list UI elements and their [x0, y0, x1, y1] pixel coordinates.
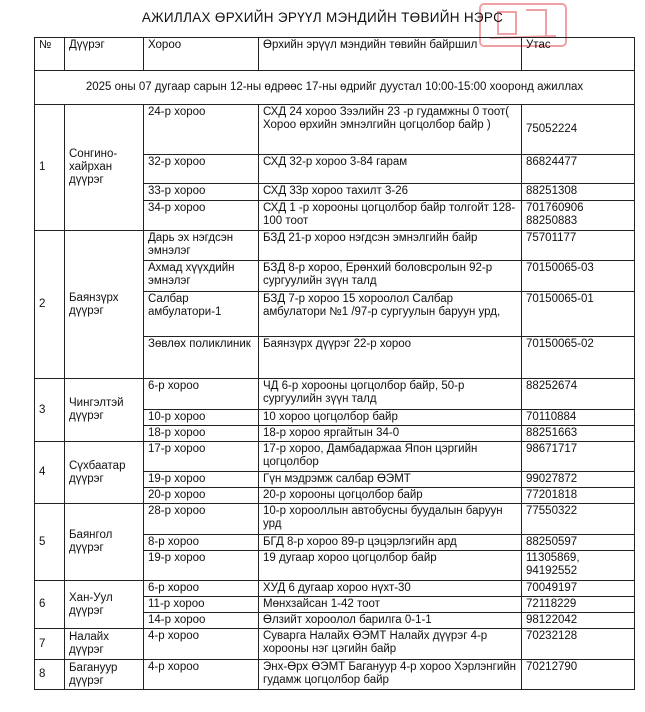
khoroo-cell: 34-р хороо	[144, 201, 259, 231]
khoroo-cell: 4-р хороо	[144, 629, 259, 660]
phone-cell: 11305869, 94192552	[522, 551, 635, 581]
district-name: Баянзүрх дүүрэг	[65, 231, 144, 379]
location-cell: 10-р хорооллын автобусны буудалын баруун урд	[259, 504, 522, 535]
phone-cell: 86824477	[522, 155, 635, 184]
location-cell: Гүн мэдрэмж салбар ӨЭМТ	[259, 472, 522, 488]
row-number: 4	[35, 442, 65, 504]
khoroo-cell: 18-р хороо	[144, 426, 259, 442]
khoroo-cell: Дарь эх нэгдсэн эмнэлэг	[144, 231, 259, 261]
khoroo-cell: 33-р хороо	[144, 184, 259, 201]
phone-cell: 98122042	[522, 613, 635, 629]
header-location: Өрхийн эрүүл мэндийн төвийн байршил	[259, 38, 522, 71]
row-number: 6	[35, 581, 65, 629]
district-name: Сүхбаатар дүүрэг	[65, 442, 144, 504]
header-row	[35, 38, 635, 71]
table-row	[35, 231, 635, 261]
phone-cell: 70212790	[522, 660, 635, 690]
district-name: Хан-Уул дүүрэг	[65, 581, 144, 629]
khoroo-cell: 17-р хороо	[144, 442, 259, 472]
khoroo-cell: 14-р хороо	[144, 613, 259, 629]
location-cell: 19 дугаар хороо цогцолбор байр	[259, 551, 522, 581]
district-name: Баянгол дүүрэг	[65, 504, 144, 581]
location-cell: БЗД 8-р хороо, Ерөнхий боловсролын 92-р сургуулийн зүүн талд	[259, 261, 522, 292]
table-row	[35, 629, 635, 660]
header-district: Дүүрэг	[65, 38, 144, 71]
khoroo-cell: 28-р хороо	[144, 504, 259, 535]
district-name: Багануур дүүрэг	[65, 660, 144, 690]
khoroo-cell: 8-р хороо	[144, 535, 259, 551]
location-cell: 20-р хорооны цогцолбор байр	[259, 488, 522, 504]
header-khoroo: Хороо	[144, 38, 259, 71]
khoroo-cell: Ахмад хүүхдийн эмнэлэг	[144, 261, 259, 292]
location-cell: Суварга Налайх ӨЭМТ Налайх дүүрэг 4-р хорооны нэг цэгийн байр	[259, 629, 522, 660]
phone-cell: 88251308	[522, 184, 635, 201]
phone-cell: 70232128	[522, 629, 635, 660]
table-row	[35, 442, 635, 472]
notice-row	[35, 71, 635, 105]
row-number: 8	[35, 660, 65, 690]
location-cell: СХД 33р хороо тахилт 3-26	[259, 184, 522, 201]
khoroo-cell: 24-р хороо	[144, 105, 259, 155]
phone-cell: 72118229	[522, 597, 635, 613]
khoroo-cell: 19-р хороо	[144, 551, 259, 581]
khoroo-cell: 6-р хороо	[144, 379, 259, 410]
header-no: №	[35, 38, 65, 71]
phone-cell: 75701177	[522, 231, 635, 261]
khoroo-cell: 11-р хороо	[144, 597, 259, 613]
phone-cell: 88251663	[522, 426, 635, 442]
phone-cell: 77550322	[522, 504, 635, 535]
location-cell: БЗД 21-р хороо нэгдсэн эмнэлгийн байр	[259, 231, 522, 261]
table-row	[35, 379, 635, 410]
phone-cell: 99027872	[522, 472, 635, 488]
table-row	[35, 105, 635, 155]
location-cell: Өлзийт хороолол барилга 0-1-1	[259, 613, 522, 629]
location-cell: ХУД 6 дугаар хороо нүхт-30	[259, 581, 522, 597]
location-cell: СХД 32-р хороо 3-84 гарам	[259, 155, 522, 184]
phone-cell: 701760906 88250883	[522, 201, 635, 231]
district-name: Чингэлтэй дүүрэг	[65, 379, 144, 442]
phone-cell: 70150065-03	[522, 261, 635, 292]
location-cell: Мөнхзайсан 1-42 тоот	[259, 597, 522, 613]
phone-cell: 70110884	[522, 410, 635, 426]
table-row	[35, 660, 635, 690]
header-phone: Утас	[522, 38, 635, 71]
location-cell: ЧД 6-р хорооны цогцолбор байр, 50-р сургуулийн зүүн талд	[259, 379, 522, 410]
phone-cell: 77201818	[522, 488, 635, 504]
phone-cell: 88250597	[522, 535, 635, 551]
phone-cell: 70150065-01	[522, 292, 635, 337]
district-name: Сонгино-хайрхан дүүрэг	[65, 105, 144, 231]
location-cell: 18-р хороо яргайтын 34-0	[259, 426, 522, 442]
khoroo-cell: 6-р хороо	[144, 581, 259, 597]
khoroo-cell: 32-р хороо	[144, 155, 259, 184]
khoroo-cell: Зөвлөх поликлиник	[144, 337, 259, 379]
row-number: 5	[35, 504, 65, 581]
location-cell: СХД 24 хороо Зээлийн 23 -р гудамжны 0 тоот( Хороо өрхийн эмнэлгийн цогцолбор байр )	[259, 105, 522, 155]
row-number: 2	[35, 231, 65, 379]
location-cell: 17-р хороо, Дамбадаржаа Япон цэргийн цогцолбор	[259, 442, 522, 472]
location-cell: БЗД 7-р хороо 15 хороолол Салбар амбулатори №1 /97-р сургуулын баруун урд,	[259, 292, 522, 337]
row-number: 7	[35, 629, 65, 660]
page-title: АЖИЛЛАХ ӨРХИЙН ЭРҮҮЛ МЭНДИЙН ТӨВИЙН НЭРС	[141, 10, 504, 25]
khoroo-cell: 10-р хороо	[144, 410, 259, 426]
table-row	[35, 581, 635, 597]
table-row	[35, 504, 635, 535]
phone-cell: 70150065-02	[522, 337, 635, 379]
location-cell: 10 хороо цогцолбор байр	[259, 410, 522, 426]
khoroo-cell: 20-р хороо	[144, 488, 259, 504]
row-number: 3	[35, 379, 65, 442]
phone-cell: 98671717	[522, 442, 635, 472]
location-cell: Энх-Өрх ӨЭМТ Багануур 4-р хороо Хэрлэнгийн гудамж цогцолбор байр	[259, 660, 522, 690]
health-center-table	[34, 37, 635, 690]
location-cell: Баянзүрх дүүрэг 22-р хороо	[259, 337, 522, 379]
schedule-notice: 2025 оны 07 дугаар сарын 12-ны өдрөөс 17-ны өдрийг дуустал 10:00-15:00 хооронд ажиллах	[35, 71, 635, 105]
phone-cell: 88252674	[522, 379, 635, 410]
phone-cell: 75052224	[522, 105, 635, 155]
phone-cell: 70049197	[522, 581, 635, 597]
khoroo-cell: Салбар амбулатори-1	[144, 292, 259, 337]
khoroo-cell: 4-р хороо	[144, 660, 259, 690]
khoroo-cell: 19-р хороо	[144, 472, 259, 488]
row-number: 1	[35, 105, 65, 231]
district-name: Налайх дүүрэг	[65, 629, 144, 660]
location-cell: БГД 8-р хороо 89-р цэцэрлэгийн ард	[259, 535, 522, 551]
location-cell: СХД 1 -р хорооны цогцолбор байр толгойт 128-100 тоот	[259, 201, 522, 231]
